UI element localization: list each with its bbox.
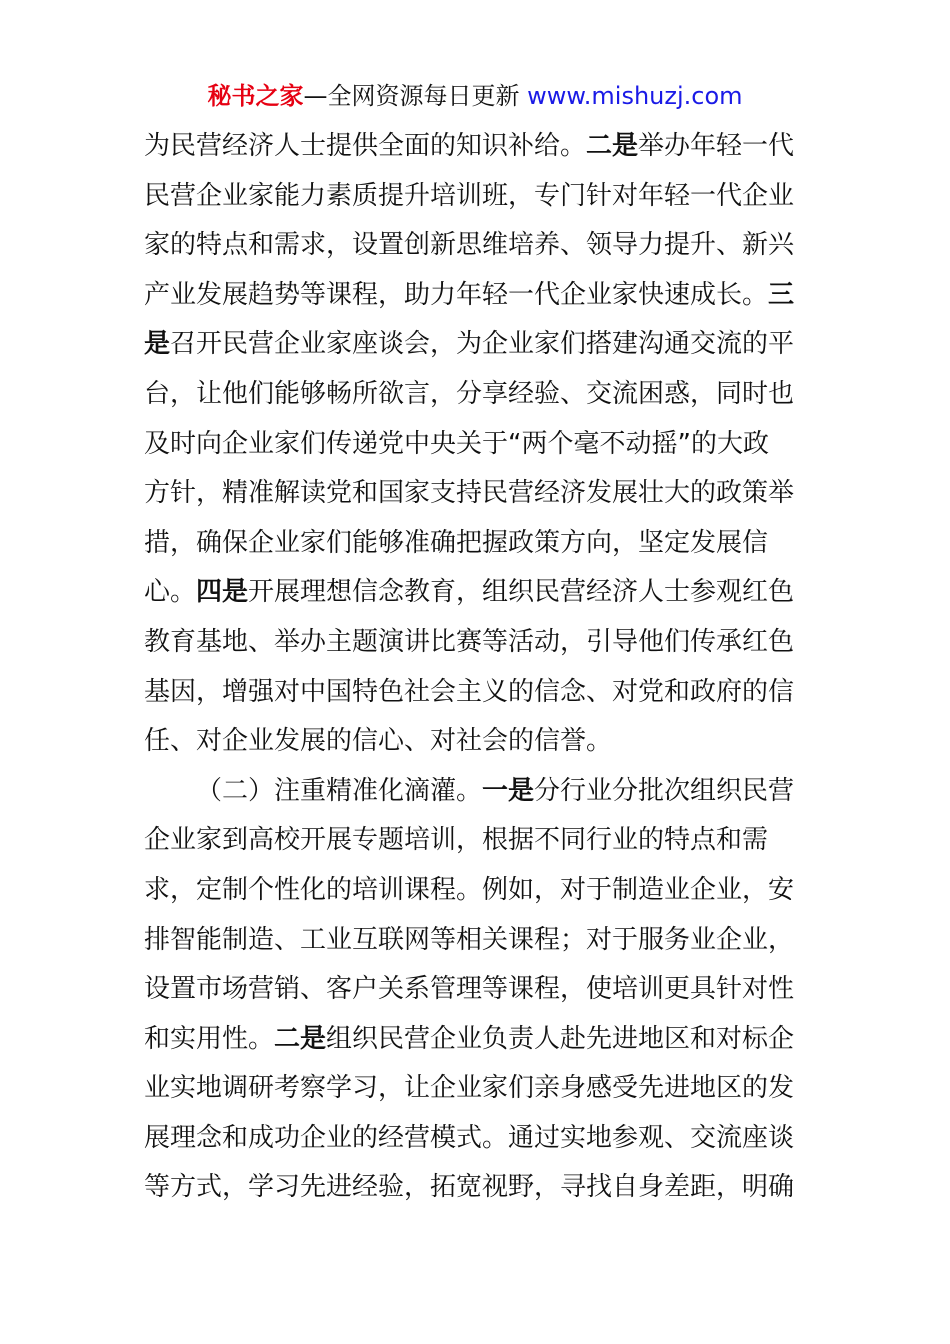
text-segment: 家的特点和需求，设置创新思维培养、领导力提升、新兴 <box>144 230 795 261</box>
text-line <box>144 1163 844 1213</box>
text-segment: 求，定制个性化的培训课程。例如，对于制造业企业，安 <box>144 874 795 905</box>
text-line <box>144 172 844 222</box>
text-line <box>144 519 844 569</box>
text-segment: 方针，精准解读党和国家支持民营经济发展壮大的政策举 <box>144 478 795 509</box>
text-line <box>144 469 844 519</box>
bold-text-segment: 四是 <box>196 577 249 608</box>
text-line <box>144 420 844 470</box>
text-line <box>144 370 844 420</box>
text-line <box>144 965 844 1015</box>
text-segment: 任、对企业发展的信心、对社会的信誉。 <box>144 726 613 757</box>
text-segment: 基因，增强对中国特色社会主义的信念、对党和政府的信 <box>144 676 795 707</box>
text-line <box>144 916 844 966</box>
text-segment: 为民营经济人士提供全面的知识补给。 <box>144 131 587 161</box>
text-segment: 分行业分批次组织民营 <box>534 775 795 806</box>
text-segment: 组织民营企业负责人赴先进地区和对标企 <box>326 1023 795 1054</box>
text-segment: 展理念和成功企业的经营模式。通过实地参观、交流座谈 <box>144 1122 795 1153</box>
text-line <box>144 816 844 866</box>
text-line <box>144 271 844 321</box>
text-segment: 排智能制造、工业互联网等相关课程；对于服务业企业， <box>144 924 795 955</box>
text-line <box>144 668 844 718</box>
text-line <box>144 618 844 668</box>
text-line <box>144 568 844 618</box>
page-header <box>0 80 950 112</box>
text-line <box>144 866 844 916</box>
bold-text-segment: 二是 <box>274 1023 327 1054</box>
text-segment: 教育基地、举办主题演讲比赛等活动，引导他们传承红色 <box>144 626 795 657</box>
text-segment: 开展理想信念教育，组织民营经济人士参观红色 <box>248 577 795 608</box>
text-line <box>144 1114 844 1164</box>
text-line <box>144 767 844 817</box>
text-line <box>144 320 844 370</box>
text-segment: （二）注重精准化滴灌。 <box>196 775 483 806</box>
text-segment: 及时向企业家们传递党中央关于“两个毫不动摇”的大政 <box>144 428 769 459</box>
header-tagline: —全网资源每日更新 <box>303 82 528 110</box>
text-segment: 企业家到高校开展专题培训，根据不同行业的特点和需 <box>144 825 769 856</box>
text-segment: 和实用性。 <box>144 1023 275 1054</box>
text-line <box>144 221 844 271</box>
text-segment: 心。 <box>144 577 197 608</box>
text-line <box>144 1064 844 1114</box>
text-segment: 产业发展趋势等课程，助力年轻一代企业家快速成长。 <box>144 279 769 310</box>
text-segment: 措，确保企业家们能够准确把握政策方向，坚定发展信 <box>144 527 769 558</box>
document-body <box>144 122 844 1213</box>
text-line <box>144 1015 844 1065</box>
text-segment: 等方式，学习先进经验，拓宽视野，寻找自身差距，明确 <box>144 1172 795 1203</box>
bold-text-segment: 二是 <box>586 131 639 161</box>
bold-text-segment: 是 <box>144 329 171 360</box>
text-segment: 举办年轻一代 <box>638 131 795 161</box>
text-segment: 业实地调研考察学习，让企业家们亲身感受先进地区的发 <box>144 1073 795 1104</box>
bold-text-segment: 一是 <box>482 775 535 806</box>
text-line <box>144 717 844 767</box>
header-site-link[interactable]: www.mishuzj.com <box>527 82 743 110</box>
header-brand: 秘书之家 <box>207 82 304 110</box>
text-segment: 召开民营企业家座谈会，为企业家们搭建沟通交流的平 <box>170 329 795 360</box>
bold-text-segment: 三 <box>768 279 795 310</box>
text-segment: 设置市场营销、客户关系管理等课程，使培训更具针对性 <box>144 974 795 1005</box>
text-segment: 民营企业家能力素质提升培训班，专门针对年轻一代企业 <box>144 180 795 211</box>
text-line <box>144 122 844 172</box>
text-segment: 台，让他们能够畅所欲言，分享经验、交流困惑，同时也 <box>144 378 795 409</box>
